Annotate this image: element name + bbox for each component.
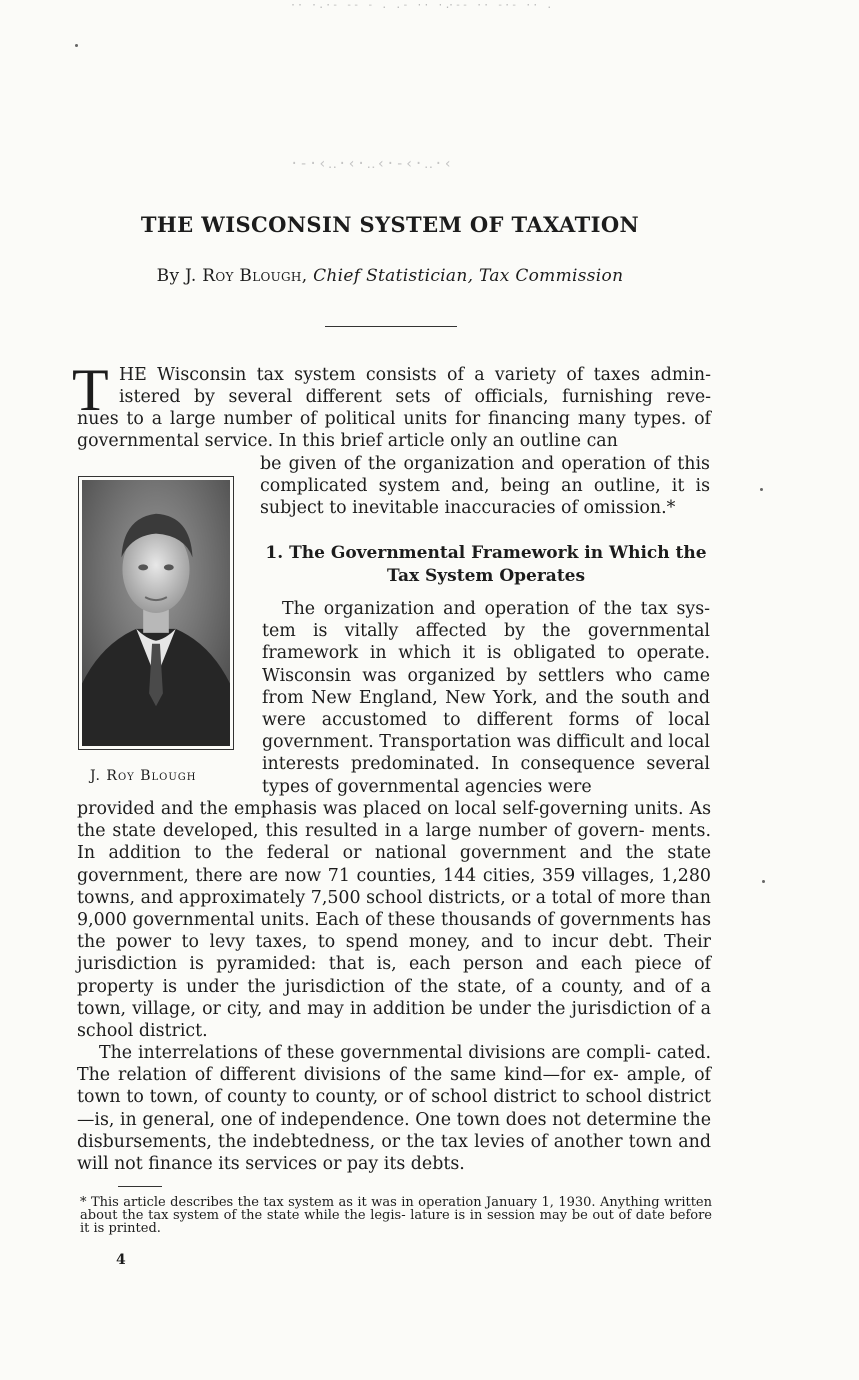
header-mark-left: ·· ·.·- -- - . .- ·· ·.: [290, 0, 452, 11]
section-para-full-width: provided and the emphasis was placed on local self-governing units. As the state developed, this resulted in a large number of govern- ments. In addition to the federal or national government and the state government, there are now 71 counties, 144 cities, 359 villages, 1,280 towns, and approximately 7,500 school districts, or a total of more than 9,000 governmental units. Each of these thousands of governments has the power to levy taxes, to spend money, and to incur debt. Their jurisdiction is pyramided: that is, each person and each piece of property is under the jurisdiction of the state, of a county, and of a town, village, or city, and may in addition be under the jurisdiction of a school district.: [77, 799, 711, 1042]
author-name: Roy Blough: [202, 266, 302, 286]
intro-beside-photo: be given of the organization and operation of this complicated system and, being an outline, it is subject to inevitable inaccuracies of omission.*: [260, 454, 710, 519]
section-para-2: The interrelations of these governmental divisions are compli- cated. The relation of different divisions of the same kind—for ex- ample, of town to town, of county to county, or of school district to school district—is, in general, one of independence. One town does not determine the disbursements, the indebtedness, or the tax levies of another town and will not finance its services or pay its debts.: [77, 1043, 711, 1175]
footnote-divider: [118, 1186, 162, 1187]
byline: [0, 266, 780, 286]
footnote: * This article describes the tax system as it was in operation January 1, 1930. Anything written about the tax system of the state while the legis- lature is in session may be out of date before it is printed.: [80, 1195, 712, 1236]
scan-speck: [75, 44, 78, 47]
byline-prefix: By J.: [156, 266, 203, 286]
drop-cap: T: [72, 357, 109, 423]
author-role: Chief Statistician, Tax Commission: [313, 266, 624, 286]
portrait-caption: J. Roy Blough: [90, 768, 197, 784]
section-para-beside-photo: The organization and operation of the tax sys- tem is vitally affected by the governmental framework in which it is obligated to operate. Wisconsin was organized by settlers who came from New England, New York, and the south and were accustomed to different forms of local government. Transportation was difficult and local interests predominated. In consequence several types of governmental agencies were: [262, 599, 710, 797]
author-portrait: [78, 476, 234, 750]
byline-separator: ,: [301, 266, 314, 286]
intro-line-2: istered by several different sets of officials, furnishing reve-: [119, 387, 711, 407]
section-heading: 1. The Governmental Framework in Which the Tax System Operates: [265, 543, 707, 586]
title-divider: [325, 326, 457, 327]
scan-speck: [760, 488, 763, 491]
intro-line-1: HE Wisconsin tax system consists of a variety of taxes admin-: [119, 365, 711, 385]
article-title: THE WISCONSIN SYSTEM OF TAXATION: [140, 212, 640, 237]
header-mark-right: ·-- ·· -·- ·· .: [448, 0, 554, 11]
intro-full-lines: nues to a large number of political units for financing many types. of governmental service. In this brief article only an outline can: [77, 409, 711, 452]
page-number: 4: [116, 1252, 126, 1268]
scan-speck: [762, 880, 765, 883]
library-stamp: ·-·‹‥·‹·‥‹·-‹·‥·‹: [290, 156, 454, 172]
portrait-photo: [82, 480, 230, 746]
